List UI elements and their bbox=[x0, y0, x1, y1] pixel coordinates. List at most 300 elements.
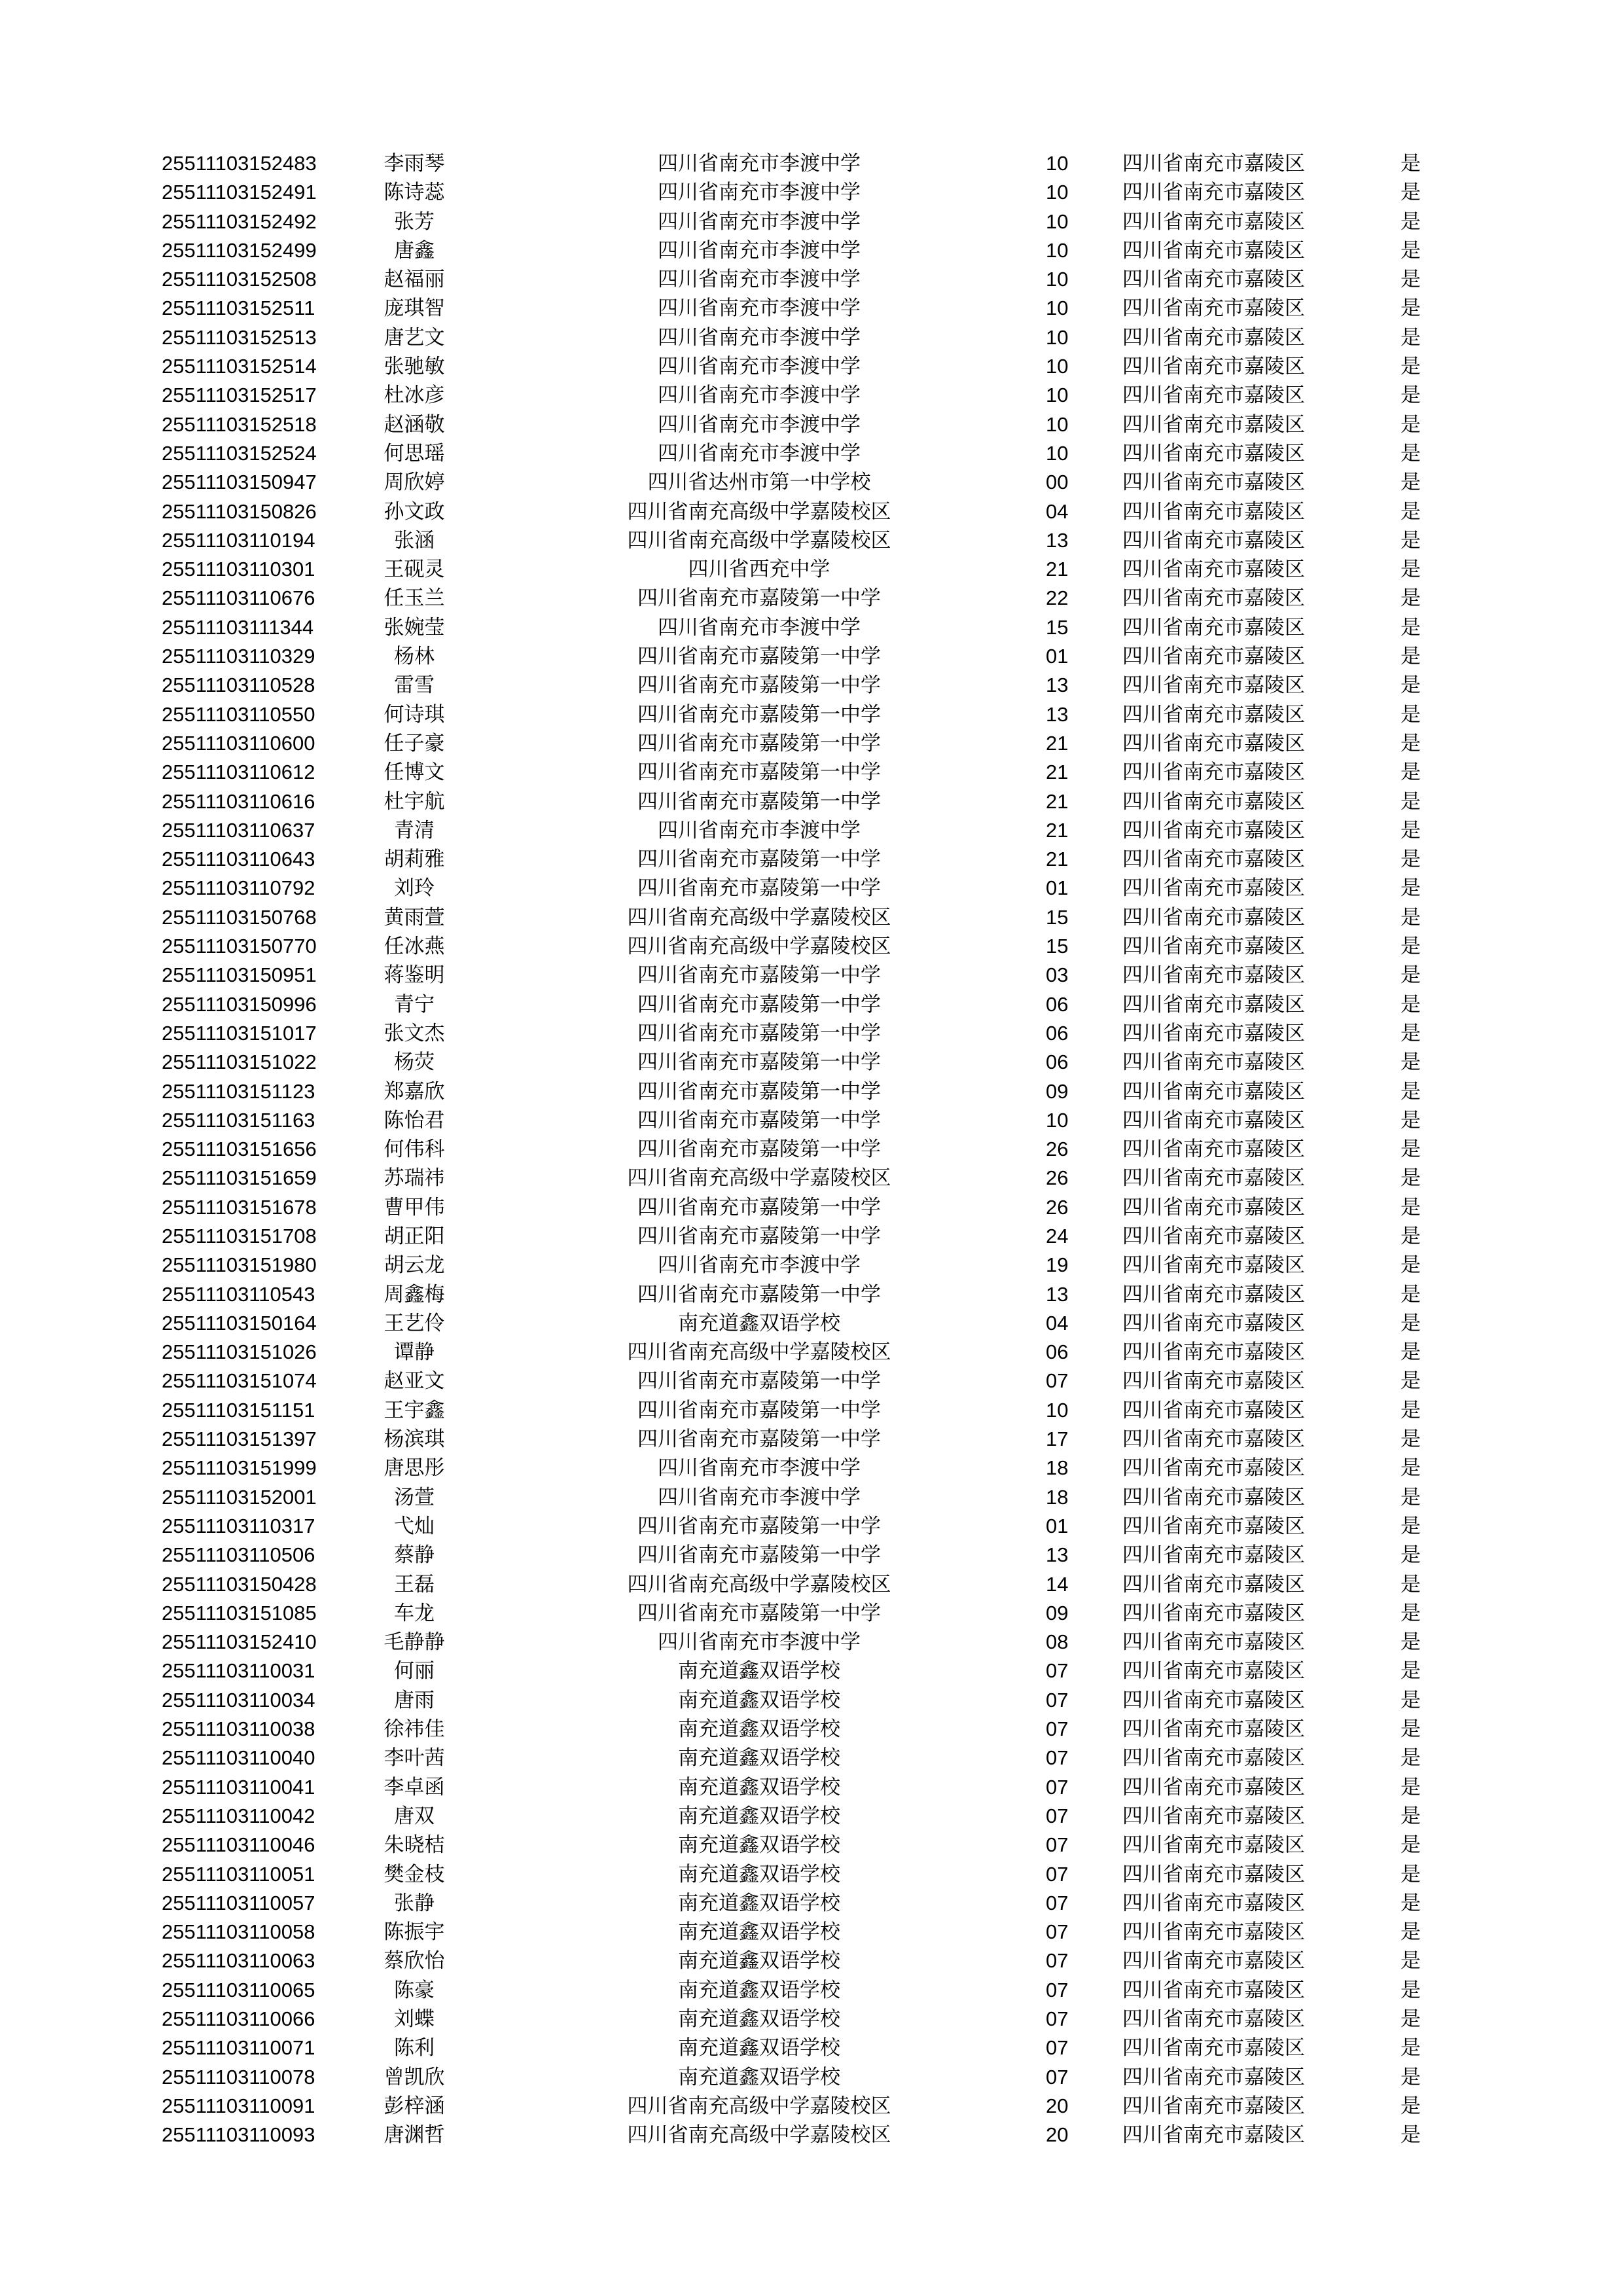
class-code-cell: 00 bbox=[1046, 471, 1069, 494]
student-name-cell: 陈诗蕊 bbox=[383, 181, 445, 205]
class-code-cell: 01 bbox=[1046, 645, 1069, 668]
school-cell: 四川省南充市李渡中学 bbox=[658, 325, 861, 350]
student-name-cell: 周鑫梅 bbox=[383, 1282, 445, 1306]
region-cell: 四川省南充市嘉陵区 bbox=[1122, 1775, 1305, 1799]
school-cell: 南充道鑫双语学校 bbox=[678, 1978, 840, 2002]
table-row bbox=[0, 1077, 1623, 1106]
student-name-cell: 张文杰 bbox=[383, 1021, 445, 1045]
class-code-cell: 06 bbox=[1046, 992, 1069, 1016]
eligible-flag-cell: 是 bbox=[1400, 412, 1421, 437]
table-row bbox=[0, 1222, 1623, 1251]
class-code-cell: 01 bbox=[1046, 876, 1069, 900]
eligible-flag-cell: 是 bbox=[1400, 1021, 1421, 1045]
school-cell: 四川省南充市李渡中学 bbox=[658, 1485, 861, 1509]
school-cell: 四川省南充市嘉陵第一中学 bbox=[637, 1282, 881, 1306]
student-name-cell: 刘蝶 bbox=[394, 2007, 435, 2031]
region-cell: 四川省南充市嘉陵区 bbox=[1122, 1282, 1305, 1306]
student-id-cell: 25511103151163 bbox=[162, 1108, 315, 1132]
class-code-cell: 06 bbox=[1046, 1050, 1069, 1074]
eligible-flag-cell: 是 bbox=[1400, 1572, 1421, 1596]
eligible-flag-cell: 是 bbox=[1400, 1949, 1421, 1973]
class-code-cell: 26 bbox=[1046, 1138, 1069, 1161]
student-id-cell: 25511103152514 bbox=[162, 355, 317, 378]
class-code-cell: 06 bbox=[1046, 1340, 1069, 1364]
class-code-cell: 19 bbox=[1046, 1253, 1069, 1277]
school-cell: 四川省南充市嘉陵第一中学 bbox=[637, 586, 881, 611]
region-cell: 四川省南充市嘉陵区 bbox=[1122, 935, 1305, 959]
table-row bbox=[0, 845, 1623, 874]
table-row bbox=[0, 961, 1623, 990]
school-cell: 南充道鑫双语学校 bbox=[678, 1891, 840, 1915]
student-name-cell: 朱晓桔 bbox=[383, 1833, 445, 1857]
region-cell: 四川省南充市嘉陵区 bbox=[1122, 1572, 1305, 1596]
class-code-cell: 21 bbox=[1046, 558, 1069, 581]
school-cell: 四川省南充市嘉陵第一中学 bbox=[637, 1108, 881, 1132]
eligible-flag-cell: 是 bbox=[1400, 209, 1421, 234]
student-name-cell: 青清 bbox=[394, 818, 435, 842]
school-cell: 四川省南充高级中学嘉陵校区 bbox=[627, 1340, 891, 1365]
student-name-cell: 谭静 bbox=[394, 1340, 435, 1365]
student-name-cell: 杜宇航 bbox=[383, 789, 445, 814]
eligible-flag-cell: 是 bbox=[1400, 702, 1421, 726]
class-code-cell: 07 bbox=[1046, 1746, 1069, 1770]
student-name-cell: 曹甲伟 bbox=[383, 1195, 445, 1219]
region-cell: 四川省南充市嘉陵区 bbox=[1122, 673, 1305, 698]
student-name-cell: 陈振宇 bbox=[383, 1920, 445, 1945]
eligible-flag-cell: 是 bbox=[1400, 586, 1421, 611]
table-row bbox=[0, 1135, 1623, 1164]
table-row bbox=[0, 990, 1623, 1019]
class-code-cell: 07 bbox=[1046, 2065, 1069, 2089]
class-code-cell: 10 bbox=[1046, 355, 1069, 378]
class-code-cell: 26 bbox=[1046, 1166, 1069, 1190]
eligible-flag-cell: 是 bbox=[1400, 1920, 1421, 1945]
student-id-cell: 25511103110057 bbox=[162, 1891, 315, 1914]
student-id-cell: 25511103151085 bbox=[162, 1601, 317, 1624]
region-cell: 四川省南充市嘉陵区 bbox=[1122, 1138, 1305, 1162]
school-cell: 四川省南充市嘉陵第一中学 bbox=[637, 789, 881, 814]
student-table bbox=[0, 149, 1623, 2149]
region-cell: 四川省南充市嘉陵区 bbox=[1122, 876, 1305, 901]
school-cell: 四川省南充市李渡中学 bbox=[658, 384, 861, 408]
region-cell: 四川省南充市嘉陵区 bbox=[1122, 1514, 1305, 1538]
school-cell: 南充道鑫双语学校 bbox=[678, 2036, 840, 2060]
table-row bbox=[0, 729, 1623, 758]
region-cell: 四川省南充市嘉陵区 bbox=[1122, 615, 1305, 639]
eligible-flag-cell: 是 bbox=[1400, 1253, 1421, 1278]
school-cell: 南充道鑫双语学校 bbox=[678, 1920, 840, 1945]
region-cell: 四川省南充市嘉陵区 bbox=[1122, 963, 1305, 988]
student-name-cell: 彭梓涵 bbox=[383, 2094, 445, 2118]
eligible-flag-cell: 是 bbox=[1400, 905, 1421, 929]
class-code-cell: 07 bbox=[1046, 1833, 1069, 1857]
class-code-cell: 07 bbox=[1046, 1804, 1069, 1827]
table-row bbox=[0, 1280, 1623, 1309]
school-cell: 四川省南充市嘉陵第一中学 bbox=[637, 1369, 881, 1393]
region-cell: 四川省南充市嘉陵区 bbox=[1122, 789, 1305, 814]
class-code-cell: 21 bbox=[1046, 818, 1069, 842]
table-row bbox=[0, 1744, 1623, 1772]
region-cell: 四川省南充市嘉陵区 bbox=[1122, 1253, 1305, 1278]
student-id-cell: 25511103151656 bbox=[162, 1138, 317, 1161]
table-row bbox=[0, 323, 1623, 352]
eligible-flag-cell: 是 bbox=[1400, 935, 1421, 959]
eligible-flag-cell: 是 bbox=[1400, 789, 1421, 814]
student-id-cell: 25511103152511 bbox=[162, 296, 315, 320]
school-cell: 四川省南充市嘉陵第一中学 bbox=[637, 1224, 881, 1248]
class-code-cell: 10 bbox=[1046, 412, 1069, 436]
student-id-cell: 25511103110600 bbox=[162, 731, 315, 755]
school-cell: 四川省南充市嘉陵第一中学 bbox=[637, 673, 881, 698]
eligible-flag-cell: 是 bbox=[1400, 1775, 1421, 1799]
table-row bbox=[0, 758, 1623, 787]
table-row bbox=[0, 700, 1623, 729]
eligible-flag-cell: 是 bbox=[1400, 152, 1421, 175]
student-name-cell: 陈怡君 bbox=[383, 1108, 445, 1132]
eligible-flag-cell: 是 bbox=[1400, 1340, 1421, 1365]
student-name-cell: 苏瑞祎 bbox=[383, 1166, 445, 1191]
table-row bbox=[0, 671, 1623, 700]
student-id-cell: 25511103110643 bbox=[162, 848, 315, 871]
class-code-cell: 24 bbox=[1046, 1224, 1069, 1247]
region-cell: 四川省南充市嘉陵区 bbox=[1122, 1891, 1305, 1915]
school-cell: 四川省南充市李渡中学 bbox=[658, 1630, 861, 1655]
region-cell: 四川省南充市嘉陵区 bbox=[1122, 1949, 1305, 1973]
region-cell: 四川省南充市嘉陵区 bbox=[1122, 528, 1305, 552]
student-name-cell: 张芳 bbox=[394, 209, 435, 234]
student-id-cell: 25511103151017 bbox=[162, 1021, 317, 1045]
student-id-cell: 25511103110317 bbox=[162, 1514, 315, 1537]
class-code-cell: 01 bbox=[1046, 1514, 1069, 1537]
region-cell: 四川省南充市嘉陵区 bbox=[1122, 209, 1305, 234]
school-cell: 四川省南充市李渡中学 bbox=[658, 355, 861, 379]
student-name-cell: 张静 bbox=[394, 1891, 435, 1915]
eligible-flag-cell: 是 bbox=[1400, 2036, 1421, 2060]
table-row bbox=[0, 1483, 1623, 1512]
student-id-cell: 25511103110676 bbox=[162, 586, 315, 610]
class-code-cell: 10 bbox=[1046, 1108, 1069, 1132]
student-name-cell: 樊金枝 bbox=[383, 1862, 445, 1886]
school-cell: 四川省南充市嘉陵第一中学 bbox=[637, 731, 881, 755]
student-id-cell: 25511103110042 bbox=[162, 1804, 315, 1827]
school-cell: 南充道鑫双语学校 bbox=[678, 1862, 840, 1886]
eligible-flag-cell: 是 bbox=[1400, 1978, 1421, 2002]
region-cell: 四川省南充市嘉陵区 bbox=[1122, 2123, 1305, 2147]
student-id-cell: 25511103150428 bbox=[162, 1572, 317, 1596]
student-id-cell: 25511103110194 bbox=[162, 528, 315, 552]
student-id-cell: 25511103150951 bbox=[162, 963, 317, 987]
school-cell: 四川省南充高级中学嘉陵校区 bbox=[627, 528, 891, 552]
table-row bbox=[0, 1454, 1623, 1482]
school-cell: 四川省南充市李渡中学 bbox=[658, 615, 861, 639]
table-row bbox=[0, 613, 1623, 642]
region-cell: 四川省南充市嘉陵区 bbox=[1122, 818, 1305, 842]
student-name-cell: 郑嘉欣 bbox=[383, 1079, 445, 1103]
student-name-cell: 何诗琪 bbox=[383, 702, 445, 726]
region-cell: 四川省南充市嘉陵区 bbox=[1122, 1398, 1305, 1422]
class-code-cell: 10 bbox=[1046, 268, 1069, 291]
eligible-flag-cell: 是 bbox=[1400, 1195, 1421, 1219]
eligible-flag-cell: 是 bbox=[1400, 963, 1421, 988]
school-cell: 四川省南充市李渡中学 bbox=[658, 412, 861, 437]
eligible-flag-cell: 是 bbox=[1400, 1224, 1421, 1248]
table-row bbox=[0, 178, 1623, 207]
table-row bbox=[0, 1396, 1623, 1425]
table-row bbox=[0, 1918, 1623, 1946]
student-id-cell: 25511103110329 bbox=[162, 645, 315, 668]
class-code-cell: 07 bbox=[1046, 1978, 1069, 2001]
school-cell: 四川省南充市嘉陵第一中学 bbox=[637, 1021, 881, 1045]
eligible-flag-cell: 是 bbox=[1400, 1717, 1421, 1742]
student-id-cell: 25511103152499 bbox=[162, 238, 317, 262]
school-cell: 南充道鑫双语学校 bbox=[678, 1833, 840, 1857]
student-name-cell: 赵涵敬 bbox=[383, 412, 445, 437]
eligible-flag-cell: 是 bbox=[1400, 558, 1421, 582]
eligible-flag-cell: 是 bbox=[1400, 1630, 1421, 1655]
class-code-cell: 13 bbox=[1046, 1282, 1069, 1306]
region-cell: 四川省南充市嘉陵区 bbox=[1122, 905, 1305, 929]
region-cell: 四川省南充市嘉陵区 bbox=[1122, 2065, 1305, 2089]
table-row bbox=[0, 2092, 1623, 2121]
student-id-cell: 25511103151397 bbox=[162, 1427, 317, 1451]
table-row bbox=[0, 1309, 1623, 1338]
school-cell: 南充道鑫双语学校 bbox=[678, 1688, 840, 1712]
table-row bbox=[0, 2034, 1623, 2062]
eligible-flag-cell: 是 bbox=[1400, 528, 1421, 552]
table-row bbox=[0, 1889, 1623, 1918]
class-code-cell: 10 bbox=[1046, 384, 1069, 407]
region-cell: 四川省南充市嘉陵区 bbox=[1122, 761, 1305, 785]
student-id-cell: 25511103152001 bbox=[162, 1485, 317, 1509]
student-id-cell: 25511103110066 bbox=[162, 2007, 315, 2030]
student-id-cell: 25511103110034 bbox=[162, 1688, 315, 1712]
school-cell: 四川省南充市李渡中学 bbox=[658, 238, 861, 262]
region-cell: 四川省南充市嘉陵区 bbox=[1122, 1920, 1305, 1945]
class-code-cell: 20 bbox=[1046, 2094, 1069, 2117]
school-cell: 四川省南充市李渡中学 bbox=[658, 1253, 861, 1278]
table-row bbox=[0, 642, 1623, 671]
table-row bbox=[0, 787, 1623, 816]
region-cell: 四川省南充市嘉陵区 bbox=[1122, 1369, 1305, 1393]
eligible-flag-cell: 是 bbox=[1400, 1833, 1421, 1857]
eligible-flag-cell: 是 bbox=[1400, 1427, 1421, 1452]
eligible-flag-cell: 是 bbox=[1400, 1282, 1421, 1306]
student-id-cell: 25511103151022 bbox=[162, 1050, 317, 1074]
class-code-cell: 10 bbox=[1046, 209, 1069, 233]
class-code-cell: 07 bbox=[1046, 1920, 1069, 1944]
student-id-cell: 25511103110616 bbox=[162, 789, 315, 813]
class-code-cell: 18 bbox=[1046, 1456, 1069, 1480]
region-cell: 四川省南充市嘉陵区 bbox=[1122, 384, 1305, 408]
student-name-cell: 王砚灵 bbox=[383, 558, 445, 582]
student-id-cell: 25511103110091 bbox=[162, 2094, 315, 2117]
class-code-cell: 03 bbox=[1046, 963, 1069, 987]
region-cell: 四川省南充市嘉陵区 bbox=[1122, 412, 1305, 437]
table-row bbox=[0, 381, 1623, 410]
school-cell: 南充道鑫双语学校 bbox=[678, 1949, 840, 1973]
class-code-cell: 21 bbox=[1046, 761, 1069, 784]
school-cell: 四川省南充市李渡中学 bbox=[658, 441, 861, 465]
student-id-cell: 25511103151678 bbox=[162, 1195, 317, 1219]
table-row bbox=[0, 1570, 1623, 1599]
eligible-flag-cell: 是 bbox=[1400, 673, 1421, 698]
table-row bbox=[0, 207, 1623, 236]
class-code-cell: 07 bbox=[1046, 1717, 1069, 1741]
region-cell: 四川省南充市嘉陵区 bbox=[1122, 325, 1305, 350]
student-id-cell: 25511103110506 bbox=[162, 1543, 315, 1567]
student-id-cell: 25511103110792 bbox=[162, 876, 315, 900]
student-name-cell: 蔡欣怡 bbox=[383, 1949, 445, 1973]
student-id-cell: 25511103150768 bbox=[162, 905, 317, 929]
table-row bbox=[0, 1512, 1623, 1541]
table-row bbox=[0, 1251, 1623, 1280]
region-cell: 四川省南充市嘉陵区 bbox=[1122, 1688, 1305, 1712]
student-name-cell: 何丽 bbox=[394, 1659, 435, 1683]
class-code-cell: 07 bbox=[1046, 2007, 1069, 2030]
eligible-flag-cell: 是 bbox=[1400, 615, 1421, 639]
school-cell: 四川省南充市李渡中学 bbox=[658, 152, 861, 175]
table-row bbox=[0, 410, 1623, 439]
student-name-cell: 唐鑫 bbox=[394, 238, 435, 262]
eligible-flag-cell: 是 bbox=[1400, 238, 1421, 262]
class-code-cell: 10 bbox=[1046, 441, 1069, 465]
student-id-cell: 25511103152513 bbox=[162, 325, 317, 349]
student-id-cell: 25511103151026 bbox=[162, 1340, 317, 1364]
region-cell: 四川省南充市嘉陵区 bbox=[1122, 1050, 1305, 1075]
student-name-cell: 任子豪 bbox=[383, 731, 445, 755]
table-row bbox=[0, 265, 1623, 294]
student-name-cell: 杨荧 bbox=[394, 1050, 435, 1075]
class-code-cell: 07 bbox=[1046, 1688, 1069, 1712]
student-name-cell: 何伟科 bbox=[383, 1138, 445, 1162]
table-row bbox=[0, 816, 1623, 845]
school-cell: 四川省南充市嘉陵第一中学 bbox=[637, 848, 881, 872]
student-name-cell: 胡正阳 bbox=[383, 1224, 445, 1248]
class-code-cell: 10 bbox=[1046, 325, 1069, 349]
table-row bbox=[0, 1860, 1623, 1889]
region-cell: 四川省南充市嘉陵区 bbox=[1122, 558, 1305, 582]
student-name-cell: 杜冰彦 bbox=[383, 384, 445, 408]
student-id-cell: 25511103152491 bbox=[162, 181, 317, 204]
school-cell: 四川省南充市李渡中学 bbox=[658, 818, 861, 842]
eligible-flag-cell: 是 bbox=[1400, 2094, 1421, 2118]
region-cell: 四川省南充市嘉陵区 bbox=[1122, 2036, 1305, 2060]
eligible-flag-cell: 是 bbox=[1400, 355, 1421, 379]
student-id-cell: 25511103150164 bbox=[162, 1311, 317, 1335]
school-cell: 四川省南充市嘉陵第一中学 bbox=[637, 1514, 881, 1538]
region-cell: 四川省南充市嘉陵区 bbox=[1122, 1978, 1305, 2002]
table-row bbox=[0, 1773, 1623, 1802]
student-id-cell: 25511103110063 bbox=[162, 1949, 315, 1973]
student-name-cell: 周欣婷 bbox=[383, 471, 445, 495]
table-row bbox=[0, 555, 1623, 584]
student-name-cell: 张婉莹 bbox=[383, 615, 445, 639]
table-row bbox=[0, 1106, 1623, 1135]
eligible-flag-cell: 是 bbox=[1400, 731, 1421, 755]
class-code-cell: 18 bbox=[1046, 1485, 1069, 1509]
table-row bbox=[0, 1193, 1623, 1222]
region-cell: 四川省南充市嘉陵区 bbox=[1122, 848, 1305, 872]
student-name-cell: 庞琪智 bbox=[383, 296, 445, 321]
eligible-flag-cell: 是 bbox=[1400, 1601, 1421, 1625]
eligible-flag-cell: 是 bbox=[1400, 1079, 1421, 1103]
school-cell: 四川省南充市嘉陵第一中学 bbox=[637, 1138, 881, 1162]
class-code-cell: 06 bbox=[1046, 1021, 1069, 1045]
student-id-cell: 25511103152492 bbox=[162, 209, 317, 233]
table-row bbox=[0, 352, 1623, 381]
class-code-cell: 07 bbox=[1046, 1949, 1069, 1973]
school-cell: 南充道鑫双语学校 bbox=[678, 1746, 840, 1770]
student-id-cell: 25511103110058 bbox=[162, 1920, 315, 1944]
student-id-cell: 25511103110637 bbox=[162, 818, 315, 842]
eligible-flag-cell: 是 bbox=[1400, 761, 1421, 785]
school-cell: 四川省南充高级中学嘉陵校区 bbox=[627, 905, 891, 929]
region-cell: 四川省南充市嘉陵区 bbox=[1122, 1833, 1305, 1857]
eligible-flag-cell: 是 bbox=[1400, 876, 1421, 901]
student-name-cell: 李叶茜 bbox=[383, 1746, 445, 1770]
region-cell: 四川省南充市嘉陵区 bbox=[1122, 441, 1305, 465]
region-cell: 四川省南充市嘉陵区 bbox=[1122, 1746, 1305, 1770]
region-cell: 四川省南充市嘉陵区 bbox=[1122, 1166, 1305, 1191]
eligible-flag-cell: 是 bbox=[1400, 1050, 1421, 1075]
student-name-cell: 唐思彤 bbox=[383, 1456, 445, 1480]
student-name-cell: 弋灿 bbox=[394, 1514, 435, 1538]
table-row bbox=[0, 2063, 1623, 2092]
school-cell: 四川省南充市嘉陵第一中学 bbox=[637, 1195, 881, 1219]
region-cell: 四川省南充市嘉陵区 bbox=[1122, 1659, 1305, 1683]
school-cell: 四川省南充市嘉陵第一中学 bbox=[637, 963, 881, 988]
school-cell: 四川省南充市嘉陵第一中学 bbox=[637, 702, 881, 726]
student-name-cell: 车龙 bbox=[394, 1601, 435, 1625]
student-id-cell: 25511103110528 bbox=[162, 673, 315, 697]
class-code-cell: 22 bbox=[1046, 586, 1069, 610]
student-name-cell: 赵福丽 bbox=[383, 268, 445, 292]
student-name-cell: 张涵 bbox=[394, 528, 435, 552]
table-row bbox=[0, 932, 1623, 961]
school-cell: 四川省南充市嘉陵第一中学 bbox=[637, 1601, 881, 1625]
school-cell: 四川省南充市嘉陵第一中学 bbox=[637, 1398, 881, 1422]
eligible-flag-cell: 是 bbox=[1400, 1543, 1421, 1568]
eligible-flag-cell: 是 bbox=[1400, 1108, 1421, 1132]
region-cell: 四川省南充市嘉陵区 bbox=[1122, 702, 1305, 726]
region-cell: 四川省南充市嘉陵区 bbox=[1122, 1804, 1305, 1828]
student-id-cell: 25511103151659 bbox=[162, 1166, 317, 1190]
student-name-cell: 李雨琴 bbox=[383, 152, 445, 175]
student-name-cell: 赵亚文 bbox=[383, 1369, 445, 1393]
school-cell: 南充道鑫双语学校 bbox=[678, 1717, 840, 1742]
student-name-cell: 黄雨萱 bbox=[383, 905, 445, 929]
student-id-cell: 25511103110078 bbox=[162, 2065, 315, 2089]
table-row bbox=[0, 1657, 1623, 1685]
region-cell: 四川省南充市嘉陵区 bbox=[1122, 1108, 1305, 1132]
table-row bbox=[0, 1164, 1623, 1193]
student-id-cell: 25511103151980 bbox=[162, 1253, 317, 1277]
student-id-cell: 25511103150947 bbox=[162, 471, 317, 494]
student-id-cell: 25511103110543 bbox=[162, 1282, 315, 1306]
school-cell: 四川省南充高级中学嘉陵校区 bbox=[627, 2094, 891, 2118]
region-cell: 四川省南充市嘉陵区 bbox=[1122, 645, 1305, 669]
student-name-cell: 王艺伶 bbox=[383, 1311, 445, 1335]
table-row bbox=[0, 468, 1623, 497]
region-cell: 四川省南充市嘉陵区 bbox=[1122, 355, 1305, 379]
school-cell: 南充道鑫双语学校 bbox=[678, 1775, 840, 1799]
school-cell: 四川省南充市李渡中学 bbox=[658, 268, 861, 292]
table-row bbox=[0, 1946, 1623, 1975]
student-name-cell: 徐祎佳 bbox=[383, 1717, 445, 1742]
class-code-cell: 04 bbox=[1046, 499, 1069, 523]
student-name-cell: 唐渊哲 bbox=[383, 2123, 445, 2147]
student-id-cell: 25511103152483 bbox=[162, 152, 317, 175]
